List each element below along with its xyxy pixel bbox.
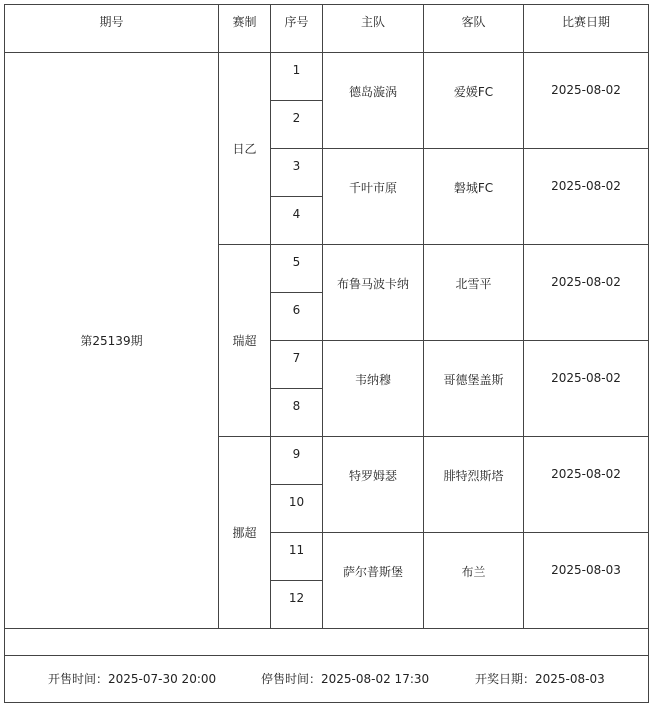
home-team-cell: 韦纳穆 <box>323 341 424 437</box>
home-team-cell: 德岛漩涡 <box>323 53 424 149</box>
header-away-team: 客队 <box>424 5 524 53</box>
sale-stop-time: 停售时间：2025-08-02 17:30 <box>261 672 430 686</box>
home-team-cell: 特罗姆瑟 <box>323 437 424 533</box>
index-cell: 1 <box>271 53 323 101</box>
home-team-cell: 布鲁马波卡纳 <box>323 245 424 341</box>
period-cell: 第25139期 <box>5 53 219 629</box>
header-competition: 赛制 <box>219 5 271 53</box>
competition-cell: 挪超 <box>219 437 271 629</box>
away-team-cell: 腓特烈斯塔 <box>424 437 524 533</box>
home-team-cell: 萨尔普斯堡 <box>323 533 424 629</box>
footer-info <box>5 656 648 702</box>
sale-start-time: 开售时间：2025-07-30 20:00 <box>48 672 217 686</box>
index-cell: 12 <box>271 581 323 629</box>
index-cell: 6 <box>271 293 323 341</box>
draw-date: 开奖日期：2025-08-03 <box>475 672 605 686</box>
away-team-cell: 北雪平 <box>424 245 524 341</box>
header-home-team: 主队 <box>323 5 424 53</box>
index-cell: 10 <box>271 485 323 533</box>
match-date-cell: 2025-08-02 <box>524 149 649 245</box>
match-date-cell: 2025-08-03 <box>524 533 649 629</box>
header-row <box>5 5 649 53</box>
index-cell: 4 <box>271 197 323 245</box>
match-date-cell: 2025-08-02 <box>524 53 649 149</box>
match-date-cell: 2025-08-02 <box>524 437 649 533</box>
index-cell: 2 <box>271 101 323 149</box>
footer-cell <box>5 656 649 703</box>
match-schedule-table <box>4 4 649 703</box>
index-cell: 3 <box>271 149 323 197</box>
index-cell: 5 <box>271 245 323 293</box>
header-match-date: 比赛日期 <box>524 5 649 53</box>
home-team-cell: 千叶市原 <box>323 149 424 245</box>
index-cell: 8 <box>271 389 323 437</box>
competition-cell: 瑞超 <box>219 245 271 437</box>
match-date-cell: 2025-08-02 <box>524 341 649 437</box>
header-period: 期号 <box>5 5 219 53</box>
away-team-cell: 哥德堡盖斯 <box>424 341 524 437</box>
footer-row <box>5 656 649 703</box>
index-cell: 11 <box>271 533 323 581</box>
away-team-cell: 爱媛FC <box>424 53 524 149</box>
header-index: 序号 <box>271 5 323 53</box>
blank-row <box>5 629 649 656</box>
table-row <box>5 53 649 101</box>
match-date-cell: 2025-08-02 <box>524 245 649 341</box>
index-cell: 7 <box>271 341 323 389</box>
index-cell: 9 <box>271 437 323 485</box>
away-team-cell: 磐城FC <box>424 149 524 245</box>
blank-cell <box>5 629 649 656</box>
away-team-cell: 布兰 <box>424 533 524 629</box>
competition-cell: 日乙 <box>219 53 271 245</box>
